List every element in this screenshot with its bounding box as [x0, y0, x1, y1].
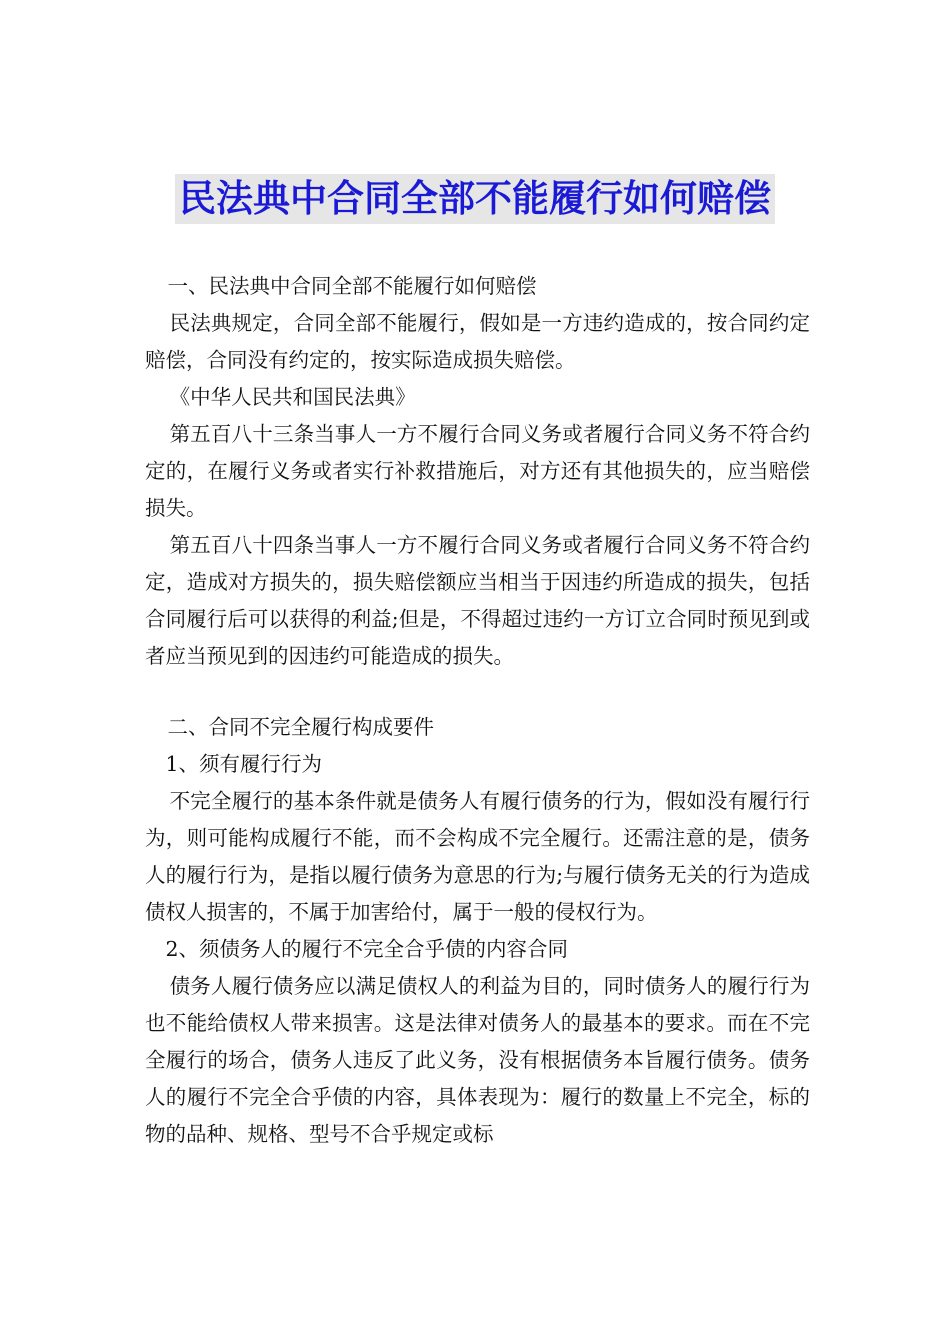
article-584: 第五百八十四条当事人一方不履行合同义务或者履行合同义务不符合约定，造成对方损失的，损失赔偿额应当相当于因违约所造成的损失，包括合同履行后可以获得的利益;但是，不得超过违约一方订立合同时预见到或者应当预见到的因违约可能造成的损失。	[145, 533, 810, 668]
law-citation: 《中华人民共和国民法典》	[169, 385, 416, 409]
section-heading-1: 一、民法典中合同全部不能履行如何赔偿	[167, 274, 537, 298]
subheading-2: 2、须债务人的履行不完全合乎债的内容合同	[165, 937, 569, 961]
paragraph: 债务人履行债务应以满足债权人的利益为目的，同时债务人的履行行为也不能给债权人带来损害。这是法律对债务人的最基本的要求。而在不完全履行的场合，债务人违反了此义务，没有根据债务本旨履行债务。债务人的履行不完全合乎债的内容，具体表现为：履行的数量上不完全，标的物的品种、规格、型号不合乎规定或标	[145, 974, 810, 1146]
title-container	[0, 174, 950, 224]
section-spacer	[145, 675, 810, 709]
section-heading-2: 二、合同不完全履行构成要件	[167, 715, 435, 739]
document-body	[145, 268, 810, 1153]
document-title: 民法典中合同全部不能履行如何赔偿	[175, 174, 775, 224]
paragraph: 不完全履行的基本条件就是债务人有履行债务的行为，假如没有履行行为，则可能构成履行不能，而不会构成不完全履行。还需注意的是，债务人的履行行为，是指以履行债务为意思的行为;与履行债务无关的行为造成债权人损害的，不属于加害给付，属于一般的侵权行为。	[145, 789, 810, 924]
subheading-1: 1、须有履行行为	[165, 752, 323, 776]
paragraph: 民法典规定，合同全部不能履行，假如是一方违约造成的，按合同约定赔偿，合同没有约定的，按实际造成损失赔偿。	[145, 311, 810, 372]
article-583: 第五百八十三条当事人一方不履行合同义务或者履行合同义务不符合约定的，在履行义务或者实行补救措施后，对方还有其他损失的，应当赔偿损失。	[145, 422, 810, 520]
